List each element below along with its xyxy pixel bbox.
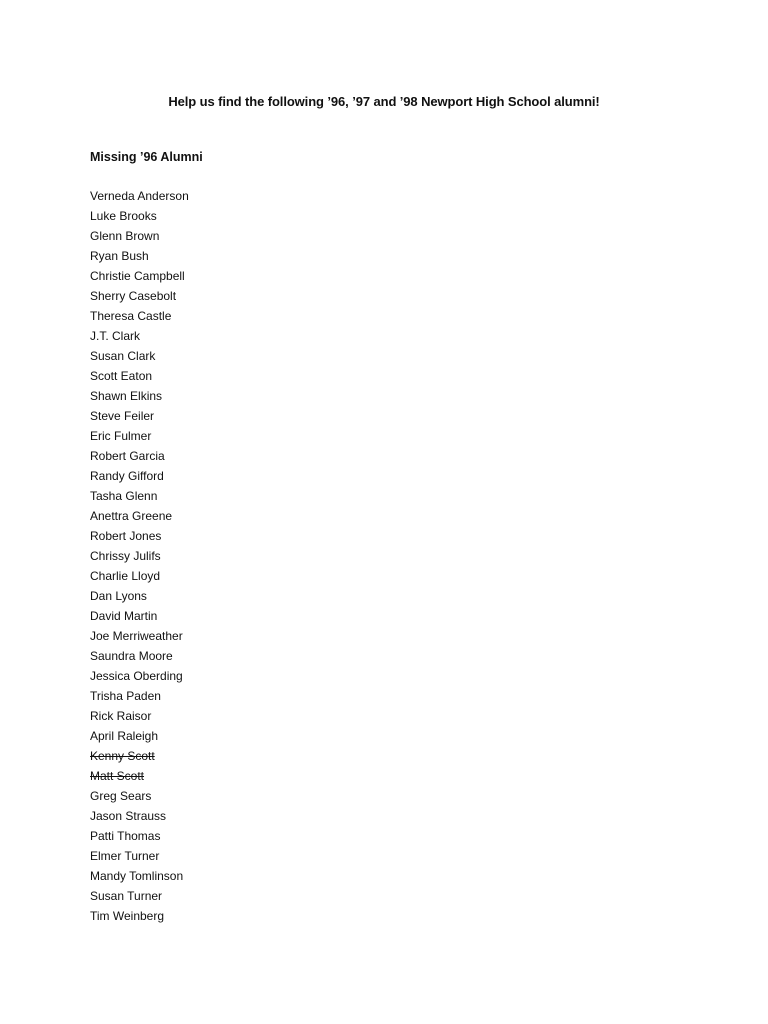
section-heading: Missing ’96 Alumni (90, 150, 203, 164)
alumni-name-item: Anettra Greene (90, 509, 173, 523)
alumni-name-item: Scott Eaton (90, 369, 153, 383)
alumni-name-list (90, 186, 189, 926)
page-title: Help us find the following ’96, ’97 and ’98 Newport High School alumni! (168, 94, 600, 109)
alumni-name-item: Jason Strauss (90, 809, 167, 823)
alumni-name-item: Dan Lyons (90, 589, 147, 603)
alumni-name-item: Luke Brooks (90, 209, 157, 223)
alumni-name-item: Charlie Lloyd (90, 569, 161, 583)
alumni-name-item: Elmer Turner (90, 849, 160, 863)
alumni-name-item: Ryan Bush (90, 249, 149, 263)
alumni-name-item: Mandy Tomlinson (90, 869, 184, 883)
alumni-name-item: Jessica Oberding (90, 669, 183, 683)
alumni-name-item: J.T. Clark (90, 329, 141, 343)
alumni-name-item: Tasha Glenn (90, 489, 158, 503)
alumni-name-item: Matt Scott (90, 769, 145, 783)
alumni-name-item: Chrissy Julifs (90, 549, 161, 563)
alumni-name-item: Robert Garcia (90, 449, 165, 463)
alumni-name-item: Robert Jones (90, 529, 162, 543)
alumni-name-item: Theresa Castle (90, 309, 172, 323)
alumni-name-item: Trisha Paden (90, 689, 161, 703)
alumni-name-item: Susan Clark (90, 349, 156, 363)
alumni-name-item: Christie Campbell (90, 269, 185, 283)
alumni-name-item: Verneda Anderson (90, 189, 189, 203)
alumni-name-item: Eric Fulmer (90, 429, 152, 443)
alumni-name-item: David Martin (90, 609, 158, 623)
alumni-name-item: Patti Thomas (90, 829, 161, 843)
alumni-name-item: Tim Weinberg (90, 909, 165, 923)
alumni-name-item: Randy Gifford (90, 469, 164, 483)
alumni-name-item: Susan Turner (90, 889, 163, 903)
alumni-name-item: Saundra Moore (90, 649, 173, 663)
alumni-name-item: Rick Raisor (90, 709, 152, 723)
alumni-name-item: Joe Merriweather (90, 629, 183, 643)
alumni-name-item: Greg Sears (90, 789, 152, 803)
alumni-name-item: Sherry Casebolt (90, 289, 177, 303)
alumni-name-item: April Raleigh (90, 729, 159, 743)
alumni-name-item: Steve Feiler (90, 409, 155, 423)
alumni-name-item: Glenn Brown (90, 229, 160, 243)
alumni-name-item: Kenny Scott (90, 749, 155, 763)
alumni-name-item: Shawn Elkins (90, 389, 163, 403)
